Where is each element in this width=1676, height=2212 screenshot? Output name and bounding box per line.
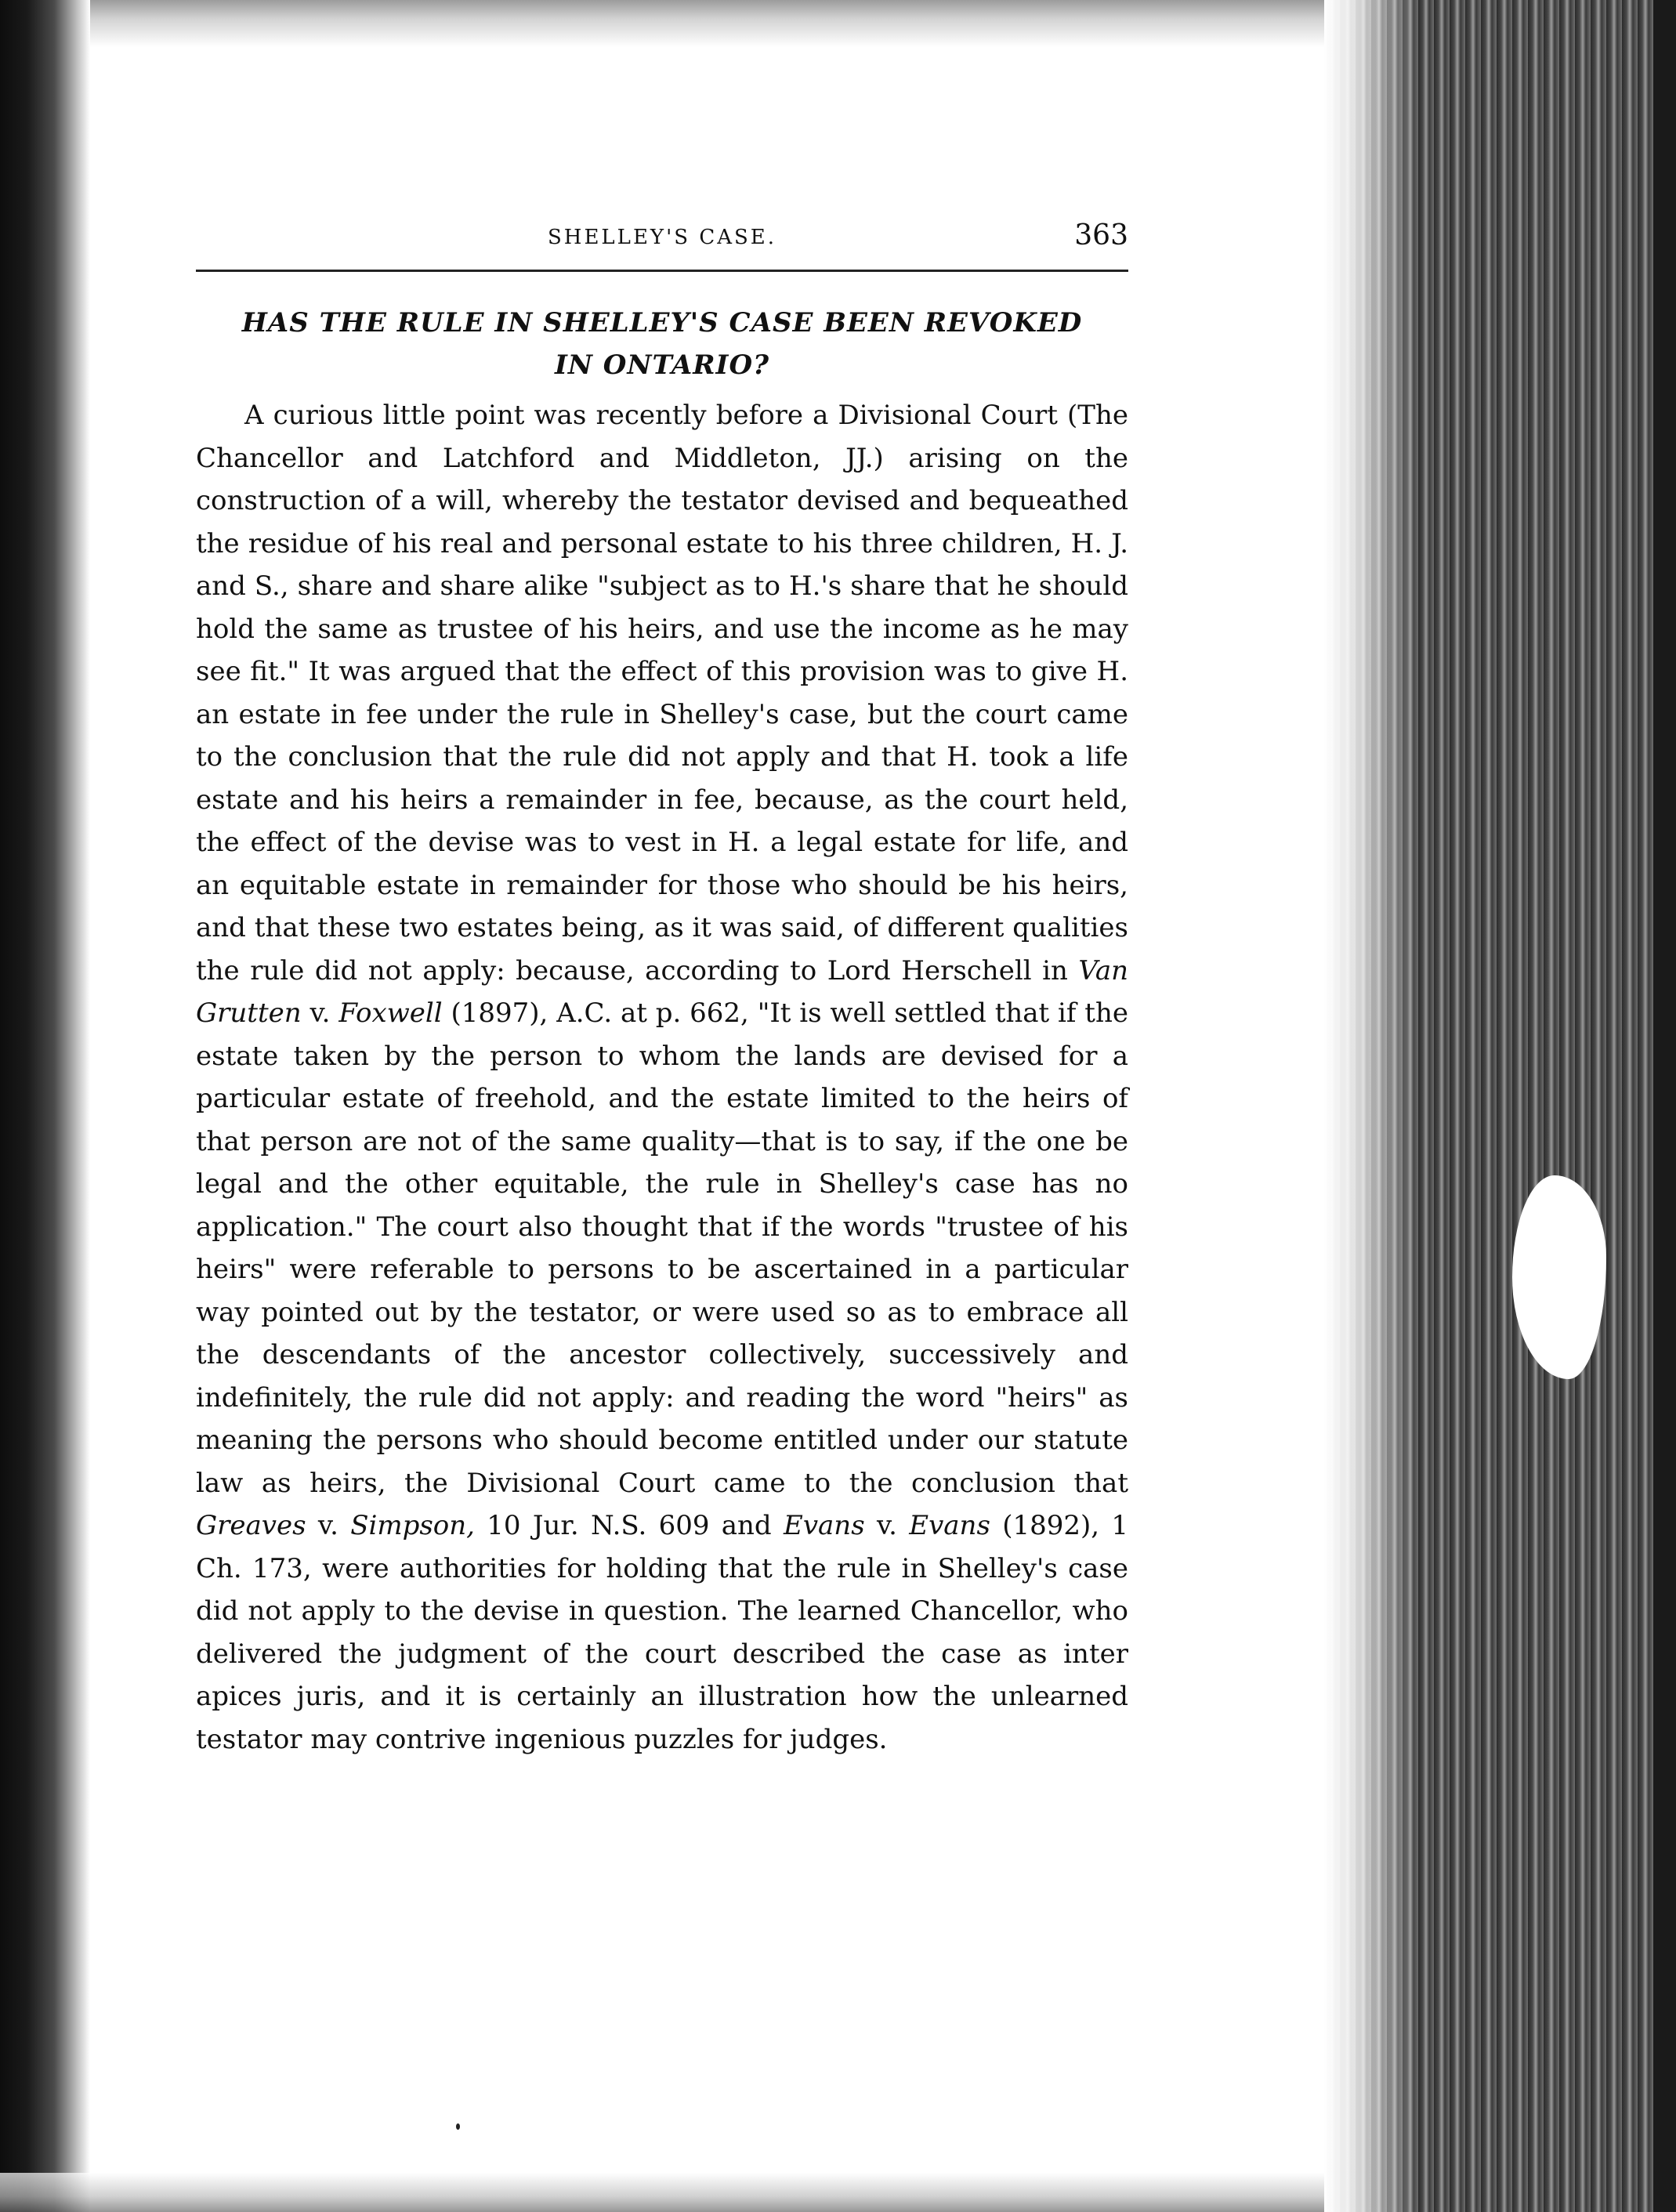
case-name: Van Grutten — [196, 954, 1128, 1029]
text-segment: v. — [864, 1510, 910, 1541]
case-name: Evans — [909, 1510, 990, 1541]
case-name: Foxwell — [338, 997, 443, 1029]
running-title: SHELLEY'S CASE. — [547, 226, 777, 249]
case-name: Evans — [784, 1510, 865, 1541]
article-title — [196, 302, 1128, 386]
text-segment: A curious little point was recently before a Divisional Court (The Chancellor and Latchford and Middleton, JJ.) arising on the construction of a will, whereby the testator devised and bequeathed the residue of his real and personal estate to his three children, H. J. and S., share and share alike "subject as to H.'s share that he should hold the same as trustee of his heirs, and use the income as he may see fit." It was argued that the effect of this provision was to give H. an estate in fee under the rule in Shelley's case, but the court came to the conclusion that the rule did not apply and that H. took a life estate and his heirs a remainder in fee, because, as the court held, the effect of the devise was to vest in H. a legal estate for life, and an equitable estate in remainder for those who should be his heirs, and that these two estates being, as it was said, of different qualities the rule did not apply: because, according to Lord Herschell in — [196, 400, 1128, 987]
scan-speck — [456, 2123, 460, 2130]
article-title-line-2: IN ONTARIO? — [554, 349, 770, 381]
page-content — [196, 212, 1128, 1787]
margin-tear — [1512, 1175, 1606, 1379]
text-segment: (1892), 1 Ch. 173, were authorities for holding that the rule in Shelley's case did not apply to the devise in question. The learned Chancellor, who delivered the judgment of the court described the case as inter apices juris, and it is certainly an illustration how the unlearned testator may contrive ingenious puzzles for judges. — [196, 1510, 1128, 1755]
header-rule — [196, 270, 1128, 272]
article-paragraph — [196, 394, 1128, 1761]
text-segment: 10 Jur. N.S. 609 and — [474, 1510, 784, 1541]
case-name: Simpson, — [350, 1510, 475, 1541]
case-name: Greaves — [196, 1510, 306, 1541]
scan-book-spine-margin — [1324, 0, 1676, 2212]
text-segment: v. — [306, 1510, 351, 1541]
margin-fade — [1324, 0, 1418, 2212]
article-title-line-1: HAS THE RULE IN SHELLEY'S CASE BEEN REVOKED — [241, 307, 1083, 338]
running-head — [196, 212, 1128, 259]
page-number: 363 — [1074, 219, 1128, 252]
text-segment: (1897), A.C. at p. 662, "It is well settled that if the estate taken by the person to whom the lands are devised for a particular estate of freehold, and the estate limited to the heirs of that person are not of the same quality—that is to say, if the one be legal and the other equitable, the rule in Shelley's case has no application." The court also thought that if the words "trustee of his heirs" were referable to persons to be ascertained in a particular way pointed out by the testator, or were used so as to embrace all the descendants of the ancestor collectively, successively and indefinitely, the rule did not apply: and reading the word "heirs" as meaning the persons who should become entitled under our statute law as heirs, the Divisional Court came to the conclusion that — [196, 997, 1128, 1499]
scan-left-edge — [0, 0, 90, 2212]
text-segment: v. — [301, 997, 339, 1029]
book-spine — [1653, 0, 1676, 2212]
